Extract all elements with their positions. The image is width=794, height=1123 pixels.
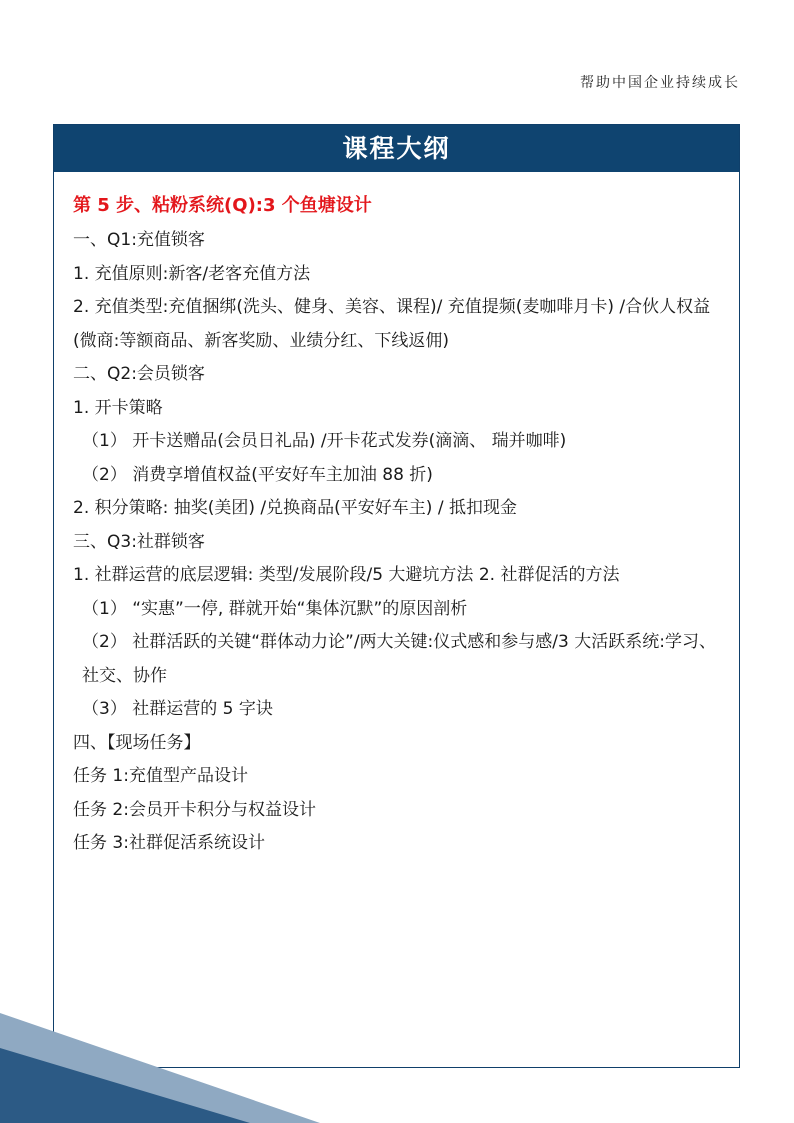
outline-line: 1. 开卡策略 [73, 397, 163, 418]
outline-line: 任务 1:充值型产品设计 [73, 766, 248, 786]
outline-line: （2） 社群活跃的关键“群体动力论”/两大关键:仪式感和参与感/3 大活跃系统:学习、社交、协作 [82, 632, 716, 686]
outline-line: 2. 充值类型:充值捆绑(洗头、健身、美容、课程)/ 充值提频(麦咖啡月卡) /合伙人权益(微商:等额商品、新客奖励、业绩分红、下线返佣) [73, 297, 711, 351]
step-title: 第 5 步、粘粉系统(Q):3 个鱼塘设计 [73, 195, 372, 216]
course-outline-box [53, 124, 740, 1068]
outline-line: （1） 开卡送赠品(会员日礼品) /开卡花式发券(滴滴、 瑞并咖啡) [82, 431, 567, 451]
outline-title: 课程大纲 [54, 125, 739, 172]
outline-line: 四、【现场任务】 [73, 732, 201, 753]
outline-line: 2. 积分策略: 抽奖(美团) /兑换商品(平安好车主) / 抵扣现金 [73, 498, 517, 518]
outline-line: （3） 社群运营的 5 字诀 [82, 699, 273, 719]
outline-line: 1. 社群运营的底层逻辑: 类型/发展阶段/5 大避坑方法 2. 社群促活的方法 [73, 565, 620, 585]
corner-decoration [0, 1003, 320, 1123]
outline-line: 任务 3:社群促活系统设计 [73, 833, 265, 853]
outline-line: （2） 消费享增值权益(平安好车主加油 88 折) [82, 464, 433, 485]
outline-line: （1） “实惠”一停, 群就开始“集体沉默”的原因剖析 [82, 598, 468, 619]
page-tagline: 帮助中国企业持续成长 [580, 75, 740, 91]
outline-line: 任务 2:会员开卡积分与权益设计 [73, 799, 316, 820]
outline-body [54, 172, 739, 861]
outline-line: 二、Q2:会员锁客 [73, 364, 205, 384]
outline-line: 1. 充值原则:新客/老客充值方法 [73, 263, 311, 284]
outline-line: 三、Q3:社群锁客 [73, 531, 205, 552]
outline-line: 一、Q1:充值锁客 [73, 230, 205, 250]
